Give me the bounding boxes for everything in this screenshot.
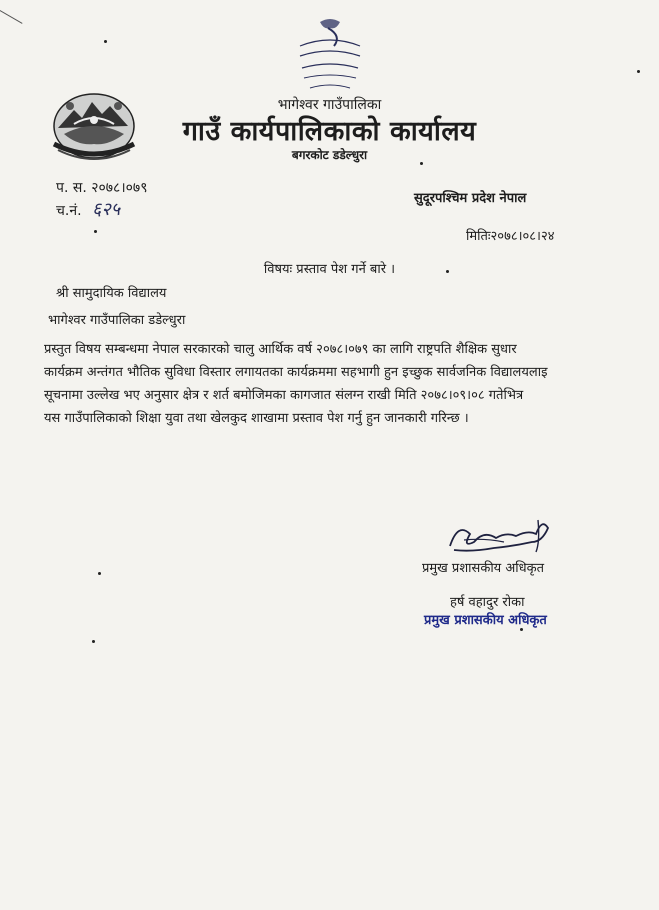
recipient-line-2: भागेश्वर गाउँपालिका डडेल्धुरा [48, 313, 186, 328]
letter-date: मितिः२०७८।०८।२४ [466, 229, 555, 244]
speck [420, 162, 423, 165]
speck [98, 572, 101, 575]
office-seal-stamp-icon [290, 16, 370, 96]
scan-mark [0, 10, 23, 24]
body-line: सूचनामा उल्लेख भए अनुसार क्षेत्र र शर्त बमोजिमका कागजात संलग्न राखी मिति २०७८।०९।०८ गतेभित्र [44, 388, 524, 403]
speck [94, 230, 97, 233]
handwritten-signature-icon [444, 512, 554, 558]
dispatch-number-handwritten: ६२५ [92, 199, 121, 220]
letter-body [44, 338, 634, 430]
office-address: बगरकोट डडेल्धुरा [291, 148, 368, 162]
speck [637, 70, 640, 73]
municipality-name: भागेश्वर गाउँपालिका [277, 97, 382, 113]
body-line: यस गाउँपालिकाको शिक्षा युवा तथा खेलकुद शाखामा प्रस्ताव पेश गर्नु हुन जानकारी गरिन्छ । [44, 411, 469, 426]
body-line: प्रस्तुत विषय सम्बन्धमा नेपाल सरकारको चालु आर्थिक वर्ष २०७८।०७९ का लागि राष्ट्रपति शैक्षिक सुधार [44, 342, 517, 357]
dispatch-number-label: च.नं. [56, 203, 82, 219]
signatory-name: हर्ष वहादुर रोका [450, 595, 525, 610]
speck [104, 40, 107, 43]
letter-reference-number: प. स. २०७८।०७९ [56, 180, 148, 196]
recipient-line-1: श्री सामुदायिक विद्यालय [56, 286, 167, 301]
letter-subject: विषयः प्रस्ताव पेश गर्ने बारे । [263, 262, 396, 277]
speck [92, 640, 95, 643]
dispatch-number-row [56, 197, 120, 221]
signatory-title-stamp: प्रमुख प्रशासकीय अधिकृत [424, 613, 547, 628]
body-line: कार्यक्रम अन्तंगत भौतिक सुविधा विस्तार लगायतका कार्यक्रममा सहभागी हुन इच्छुक सार्वजनिक विद्यालयलाइ [44, 365, 548, 380]
office-title: गाउँ कार्यपालिकाको कार्यालय [182, 116, 477, 147]
speck [446, 270, 449, 273]
speck [520, 628, 523, 631]
signatory-title: प्रमुख प्रशासकीय अधिकृत [422, 561, 545, 576]
province-name: सुदूरपश्चिम प्रदेश नेपाल [414, 191, 527, 206]
